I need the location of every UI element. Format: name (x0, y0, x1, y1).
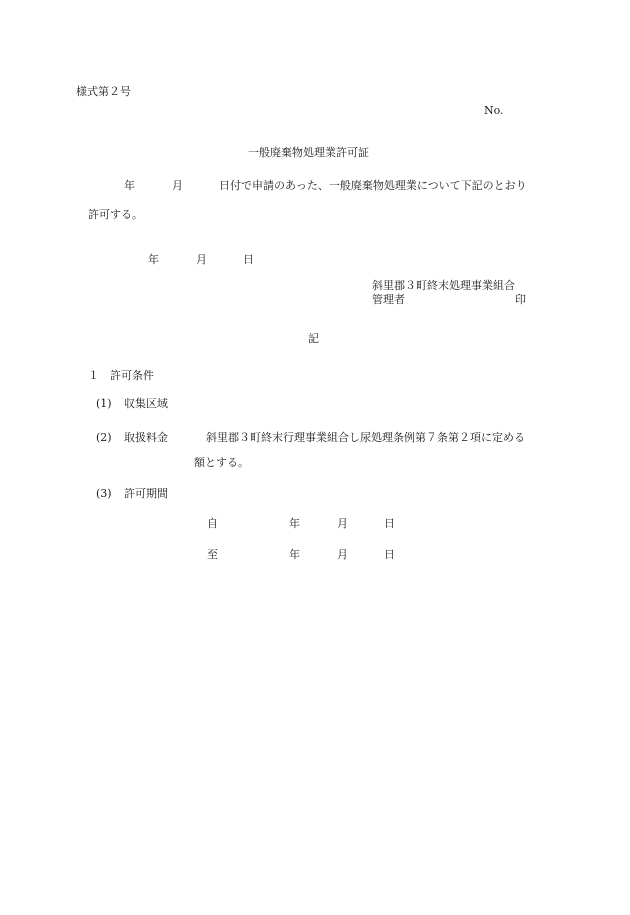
item-label: 許可期間 (124, 487, 168, 500)
issue-year: 年 (148, 253, 159, 266)
issuer-seal: 印 (515, 293, 526, 306)
issue-month: 月 (196, 253, 207, 266)
item-label: 取扱料金 (124, 431, 168, 444)
intro-text-line2: 許可する。 (88, 208, 143, 221)
item-number: (1) (96, 397, 112, 410)
period-to-month: 月 (337, 548, 348, 561)
number-label: No. (484, 104, 504, 117)
period-from: 自 (207, 517, 218, 530)
issuer-role: 管理者 (372, 293, 405, 306)
period-from-year: 年 (289, 517, 300, 530)
item-text: 斜里郡３町終末行理事業組合し尿処理条例第７条第２項に定める (206, 431, 525, 444)
issuer-organization: 斜里郡３町終末処理事業組合 (372, 279, 515, 292)
item-number: (3) (96, 487, 112, 500)
period-to-day: 日 (384, 548, 395, 561)
period-to-year: 年 (289, 548, 300, 561)
item-text-line2: 額とする。 (194, 456, 249, 469)
intro-text: 日付で申請のあった、一般廃棄物処理業について下記のとおり (219, 179, 527, 192)
document-title: 一般廃棄物処理業許可証 (248, 146, 369, 159)
intro-month: 月 (172, 179, 183, 192)
period-to: 至 (207, 548, 218, 561)
section-heading: １ 許可条件 (88, 369, 154, 382)
form-number: 様式第２号 (76, 85, 131, 98)
issue-day: 日 (243, 253, 254, 266)
ki-heading: 記 (308, 332, 319, 345)
item-number: (2) (96, 431, 112, 444)
item-label: 収集区域 (124, 397, 168, 410)
intro-year: 年 (124, 179, 135, 192)
period-from-month: 月 (337, 517, 348, 530)
period-from-day: 日 (384, 517, 395, 530)
